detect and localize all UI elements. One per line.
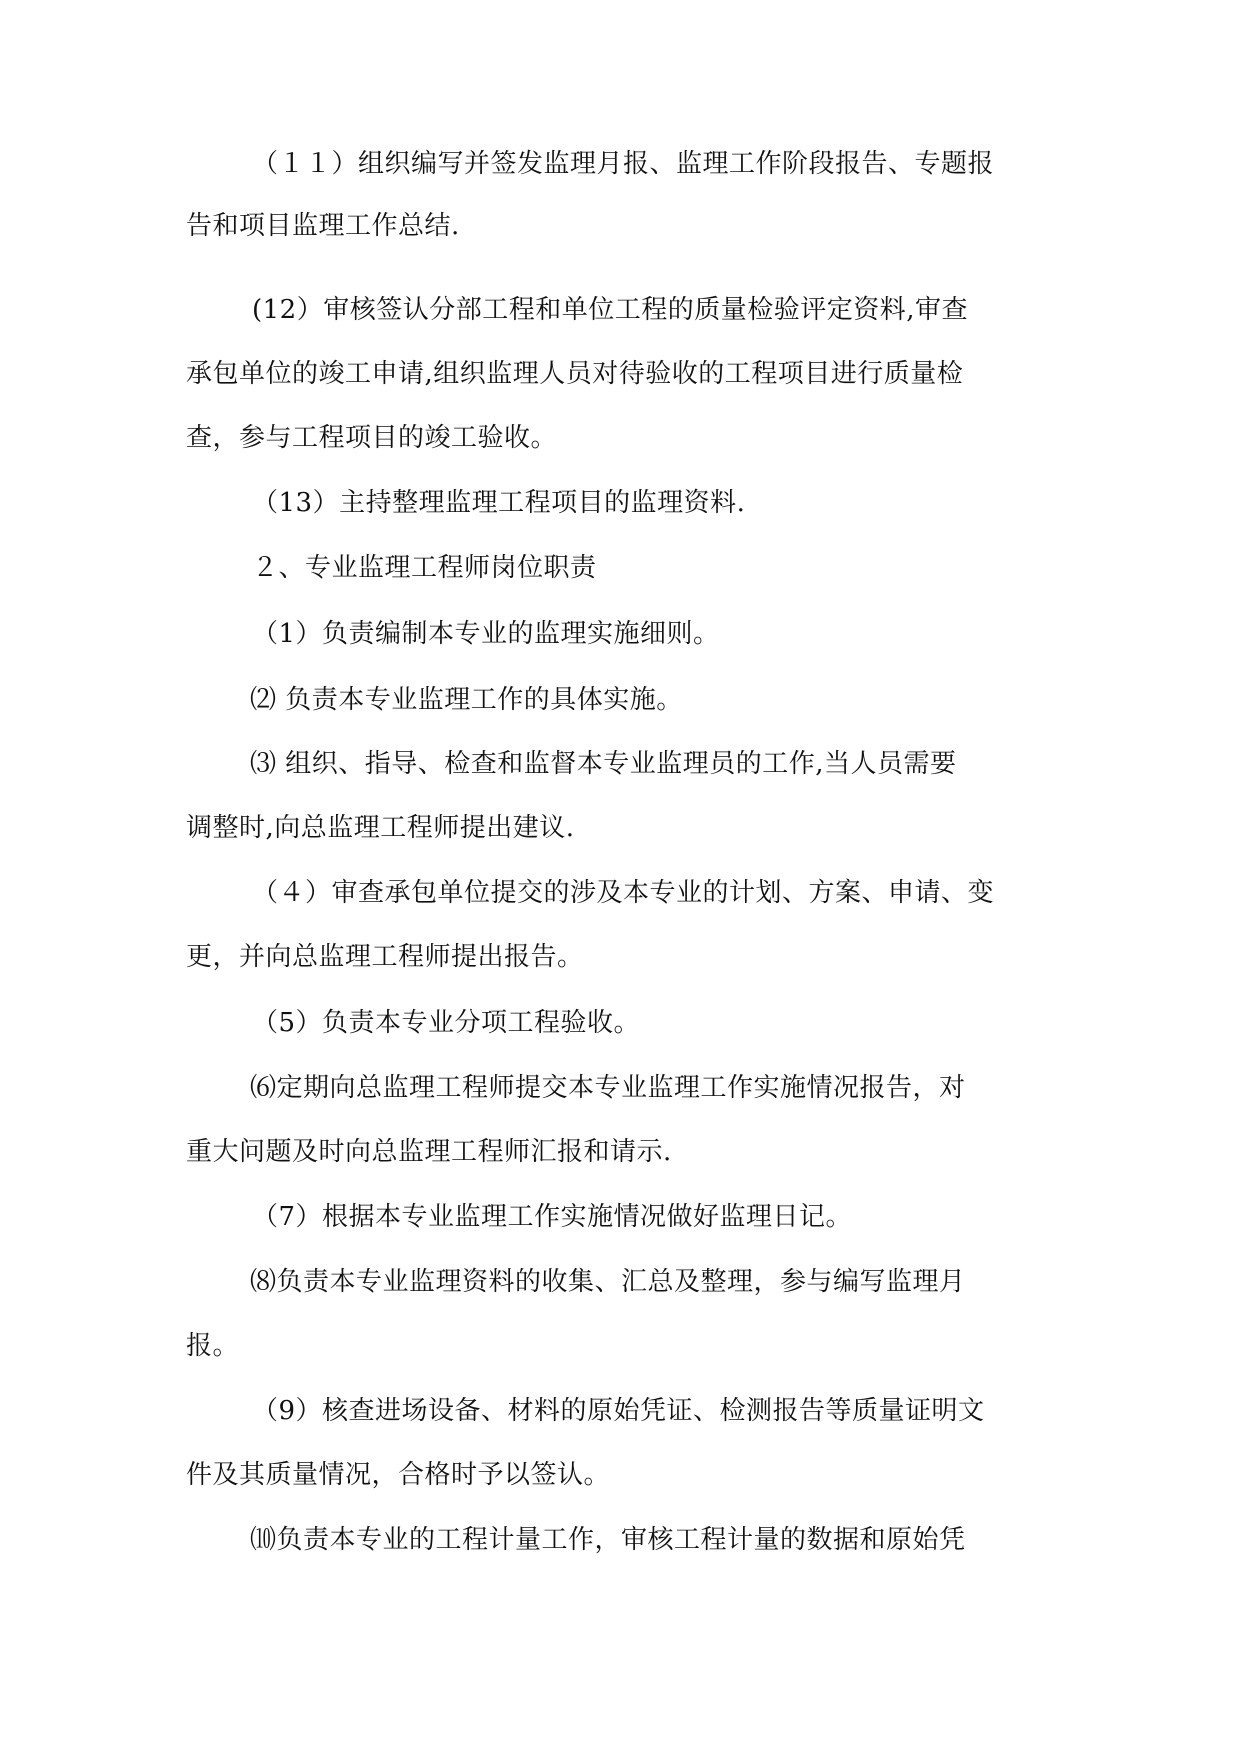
paragraph-line: 承包单位的竣工申请,组织监理人员对待验收的工程项目进行质量检 bbox=[186, 359, 964, 389]
paragraph-line: 告和项目监理工作总结. bbox=[186, 211, 460, 241]
paragraph-line: （1）负责编制本专业的监理实施细则。 bbox=[252, 619, 720, 649]
paragraph-line: （5）负责本专业分项工程验收。 bbox=[252, 1008, 641, 1038]
paragraph-line: 更，并向总监理工程师提出报告。 bbox=[186, 942, 584, 972]
paragraph-line: （7）根据本专业监理工作实施情况做好监理日记。 bbox=[252, 1202, 853, 1232]
paragraph-line: （４）审查承包单位提交的涉及本专业的计划、方案、申请、变 bbox=[252, 878, 995, 908]
paragraph-line: (12）审核签认分部工程和单位工程的质量检验评定资料,审查 bbox=[252, 295, 968, 325]
paragraph-line: 查，参与工程项目的竣工验收。 bbox=[186, 423, 558, 453]
paragraph-line: 重大问题及时向总监理工程师汇报和请示. bbox=[186, 1137, 672, 1167]
paragraph-line: 报。 bbox=[186, 1331, 240, 1361]
paragraph-line: ⑶ 组织、指导、检查和监督本专业监理员的工作,当人员需要 bbox=[250, 749, 957, 779]
paragraph-line: （13）主持整理监理工程项目的监理资料. bbox=[252, 488, 746, 518]
paragraph-line: ⑹定期向总监理工程师提交本专业监理工作实施情况报告，对 bbox=[250, 1073, 966, 1103]
paragraph-line: 件及其质量情况，合格时予以签认。 bbox=[186, 1460, 611, 1490]
paragraph-line: （１１）组织编写并签发监理月报、监理工作阶段报告、专题报 bbox=[252, 149, 995, 179]
section-heading: ２、专业监理工程师岗位职责 bbox=[252, 553, 597, 583]
paragraph-line: （9）核查进场设备、材料的原始凭证、检测报告等质量证明文 bbox=[252, 1396, 985, 1426]
paragraph-line: 调整时,向总监理工程师提出建议. bbox=[186, 813, 575, 843]
paragraph-line: ⑽负责本专业的工程计量工作，审核工程计量的数据和原始凭 bbox=[250, 1525, 966, 1555]
paragraph-line: ⑻负责本专业监理资料的收集、汇总及整理，参与编写监理月 bbox=[250, 1267, 966, 1297]
paragraph-line: ⑵ 负责本专业监理工作的具体实施。 bbox=[250, 685, 683, 715]
